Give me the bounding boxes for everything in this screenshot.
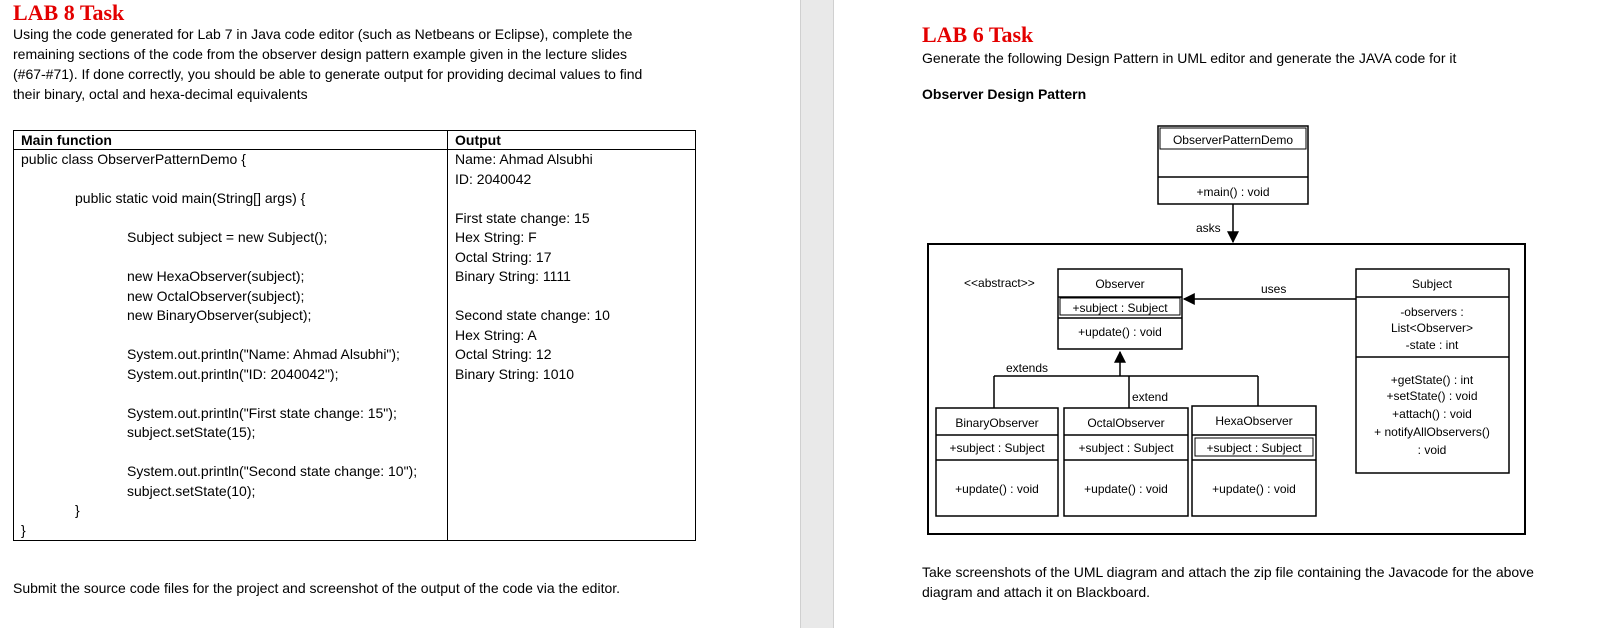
hexa-observer-method: +update() : void: [1212, 482, 1296, 496]
output-line: Hex String: A: [455, 326, 537, 343]
page-gutter: [800, 0, 834, 628]
demo-main-method: +main() : void: [1196, 185, 1270, 199]
octal-observer-method: +update() : void: [1084, 482, 1168, 496]
uml-diagram: [924, 120, 1617, 540]
hexa-observer-class: [1192, 406, 1316, 516]
binary-observer-name: BinaryObserver: [955, 416, 1039, 430]
observer-class-name: Observer: [1095, 277, 1145, 291]
hexa-observer-name: HexaObserver: [1215, 414, 1293, 428]
observer-pattern-demo-class: [1158, 126, 1308, 204]
code-cell: [14, 150, 448, 541]
subject-method: + notifyAllObservers(): [1374, 425, 1490, 439]
code-line: [21, 209, 440, 229]
code-line: [21, 384, 440, 404]
extends-label: extends: [1006, 361, 1049, 375]
lab6-footer: [922, 562, 1534, 602]
code-line: System.out.println("First state change: 15");: [127, 404, 397, 421]
lab6-intro: Generate the following Design Pattern in UML editor and generate the JAVA code for it: [922, 50, 1457, 66]
subject-attr: -state : int: [1405, 338, 1459, 352]
output-line: ID: 2040042: [455, 170, 532, 187]
code-line: [21, 326, 440, 346]
output-line: Second state change: 10: [455, 307, 610, 323]
octal-observer-name: OctalObserver: [1087, 416, 1165, 430]
binary-observer-attr: +subject : Subject: [949, 441, 1045, 455]
demo-class-name: ObserverPatternDemo: [1172, 133, 1294, 147]
output-line: [455, 287, 688, 307]
lab8-footer: Submit the source code files for the project and screenshot of the output of the code via the editor.: [13, 580, 621, 596]
observer-pattern-heading: Observer Design Pattern: [922, 86, 1087, 102]
asks-label: asks: [1196, 221, 1221, 235]
code-line: System.out.println("Name: Ahmad Alsubhi");: [127, 346, 400, 362]
code-line: Subject subject = new Subject();: [127, 229, 328, 245]
code-line: public static void main(String[] args) {: [75, 190, 306, 206]
octal-observer-attr: +subject : Subject: [1078, 441, 1174, 455]
intro-line: remaining sections of the code from the observer design pattern example given in the lecture slides: [13, 46, 628, 62]
subject-attr: List<Observer>: [1390, 321, 1474, 335]
subject-method: +attach() : void: [1392, 407, 1472, 421]
abstract-stereotype: <<abstract>>: [964, 276, 1035, 290]
output-line: Name: Ahmad Alsubhi: [455, 151, 593, 167]
observer-attr: +subject : Subject: [1072, 301, 1168, 315]
subject-class-name: Subject: [1411, 277, 1453, 291]
right-page: [834, 0, 1617, 628]
code-line: new BinaryObserver(subject);: [127, 307, 312, 323]
output-line: First state change: 15: [455, 209, 590, 226]
output-header: Output: [448, 131, 696, 150]
lab6-title: LAB 6 Task: [922, 22, 1034, 47]
subject-method: +setState() : void: [1386, 389, 1478, 403]
intro-line: their binary, octal and hexa-decimal equivalents: [13, 86, 308, 102]
code-line: new OctalObserver(subject);: [127, 287, 305, 304]
code-line: System.out.println("ID: 2040042");: [127, 365, 339, 382]
uses-label: uses: [1261, 282, 1287, 296]
output-line: Octal String: 17: [455, 248, 552, 265]
left-page: [0, 0, 800, 628]
lab8-title: LAB 8 Task: [13, 0, 125, 25]
binary-observer-class: [936, 408, 1058, 516]
intro-line: Using the code generated for Lab 7 in Java code editor (such as Netbeans or Eclipse), complete the: [13, 26, 633, 42]
observer-method: +update() : void: [1078, 325, 1162, 339]
observer-class: [1058, 269, 1182, 349]
code-output-table: [13, 130, 696, 541]
code-line: System.out.println("Second state change: 10");: [127, 463, 418, 479]
code-line: subject.setState(10);: [127, 482, 256, 499]
binary-observer-method: +update() : void: [955, 482, 1039, 496]
hexa-observer-attr: +subject : Subject: [1206, 441, 1302, 455]
output-line: Octal String: 12: [455, 346, 552, 362]
code-line: public class ObserverPatternDemo {: [21, 151, 246, 167]
subject-attr: -observers :: [1400, 305, 1464, 319]
code-line: new HexaObserver(subject);: [127, 268, 305, 284]
code-line: [21, 443, 440, 463]
output-line: [455, 189, 688, 209]
subject-class: [1356, 269, 1509, 473]
code-line: [21, 248, 440, 268]
code-line: subject.setState(15);: [127, 424, 256, 440]
subject-method: +getState() : int: [1390, 373, 1474, 387]
code-line: }: [75, 502, 80, 518]
output-cell: [448, 150, 696, 541]
intro-line: (#67-#71). If done correctly, you should be able to generate output for providing decimal values to find: [13, 66, 643, 82]
subject-method: : void: [1417, 443, 1447, 457]
code-line: }: [21, 521, 26, 538]
extend-label: extend: [1132, 390, 1169, 404]
code-line: [21, 170, 440, 190]
output-line: Binary String: 1010: [455, 365, 575, 382]
footer-line: diagram and attach it on Blackboard.: [922, 584, 1151, 600]
main-function-header: Main function: [14, 131, 448, 150]
output-line: Hex String: F: [455, 229, 537, 245]
octal-observer-class: [1064, 408, 1188, 516]
lab8-intro: [13, 24, 642, 104]
footer-line: Take screenshots of the UML diagram and attach the zip file containing the Javacode for the above: [922, 564, 1534, 580]
output-line: Binary String: 1111: [455, 268, 571, 284]
